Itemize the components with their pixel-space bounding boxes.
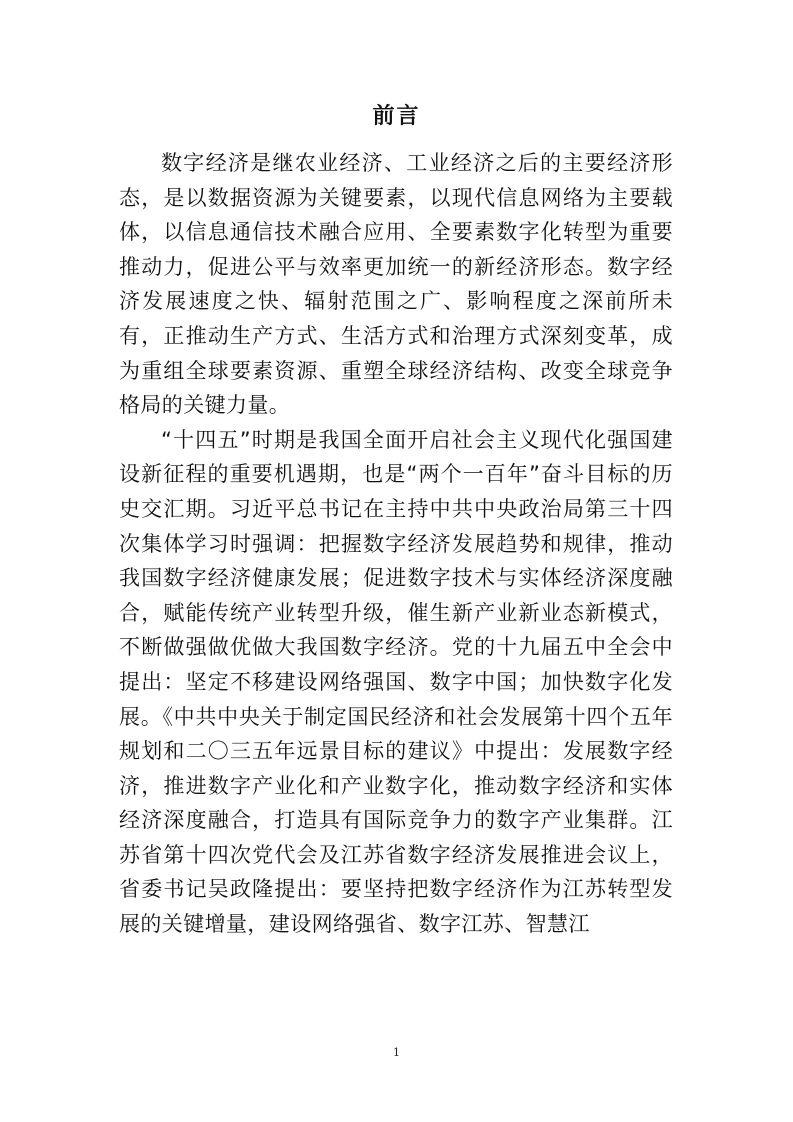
paragraph-1: 数字经济是继农业经济、工业经济之后的主要经济形态，是以数据资源为关键要素，以现代信息网络为主要载体，以信息通信技术融合应用、全要素数字化转型为重要推动力，促进公平与效率更加统一的新经济形态。数字经济发展速度之快、辐射范围之广、影响程度之深前所未有，正推动生产方式、生活方式和治理方式深刻变革，成为重组全球要素资源、重塑全球经济结构、改变全球竞争格局的关键力量。 xyxy=(119,151,673,418)
body-text xyxy=(119,146,673,942)
page-title: 前言 xyxy=(372,104,421,129)
page-number: 1 xyxy=(393,1046,400,1059)
paragraph-2: “十四五”时期是我国全面开启社会主义现代化强国建设新征程的重要机遇期，也是“两个一百年”奋斗目标的历史交汇期。习近平总书记在主持中共中央政治局第三十四次集体学习时强调：把握数字经济发展趋势和规律，推动我国数字经济健康发展；促进数字技术与实体经济深度融合，赋能传统产业转型升级，催生新产业新业态新模式，不断做强做优做大我国数字经济。党的十九届五中全会中提出：坚定不移建设网络强国、数字中国；加快数字化发展。《中共中央关于制定国民经济和社会发展第十四个五年规划和二〇三五年远景目标的建议》中提出：发展数字经济，推进数字产业化和产业数字化，推动数字经济和实体经济深度融合，打造具有国际竞争力的数字产业集群。江苏省第十四次党代会及江苏省数字经济发展推进会议上，省委书记吴政隆提出：要坚持把数字经济作为江苏转型发展的关键增量，建设网络强省、数字江苏、智慧江 xyxy=(119,427,673,937)
